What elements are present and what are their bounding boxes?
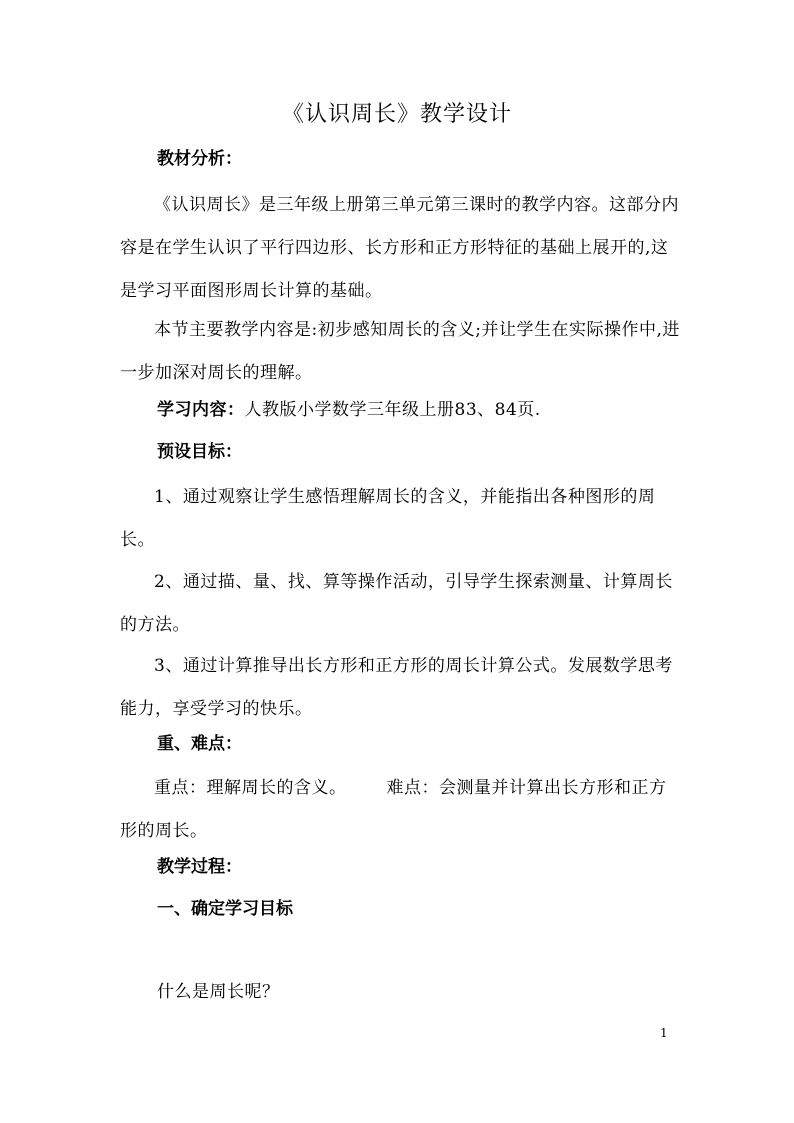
process-heading: 教学过程： bbox=[157, 857, 242, 877]
step-1-heading: 一、确定学习目标 bbox=[157, 899, 293, 919]
analysis-paragraph-1: 《认识周长》是三年级上册第三单元第三课时的教学内容。这部分内容是在学生认识了平行四边形、长方形和正方形特征的基础上展开的,这是学习平面图形周长计算的基础。 bbox=[120, 195, 679, 301]
key-difficult-points bbox=[120, 767, 680, 853]
learning-content bbox=[157, 395, 541, 425]
page-number: 1 bbox=[660, 1026, 668, 1040]
key-difficult-heading: 重、难点： bbox=[157, 734, 242, 754]
goal-item-1: 1、通过观察让学生感悟理解周长的含义，并能指出各种图形的周长。 bbox=[120, 487, 656, 550]
learning-content-label: 学习内容： bbox=[157, 400, 245, 420]
key-point: 重点：理解周长的含义。 bbox=[154, 778, 347, 798]
question-text: 什么是周长呢？ bbox=[157, 982, 280, 1002]
goals-heading: 预设目标： bbox=[157, 442, 242, 462]
goal-item-3: 3、通过计算推导出长方形和正方形的周长计算公式。发展数学思考能力，享受学习的快乐。 bbox=[120, 656, 673, 719]
difficult-point: 难点：会测量并计算出长方形和正方形的周长。 bbox=[120, 778, 667, 841]
learning-content-text: 人教版小学数学三年级上册83、84页. bbox=[244, 400, 541, 420]
document-title: 《认识周长》教学设计 bbox=[281, 102, 512, 127]
analysis-heading: 教材分析： bbox=[157, 149, 242, 169]
analysis-paragraph-2: 本节主要教学内容是:初步感知周长的含义;并让学生在实际操作中,进一步加深对周长的理解。 bbox=[120, 320, 680, 383]
goal-item-2: 2、通过描、量、找、算等操作活动，引导学生探索测量、计算周长的方法。 bbox=[120, 572, 673, 635]
